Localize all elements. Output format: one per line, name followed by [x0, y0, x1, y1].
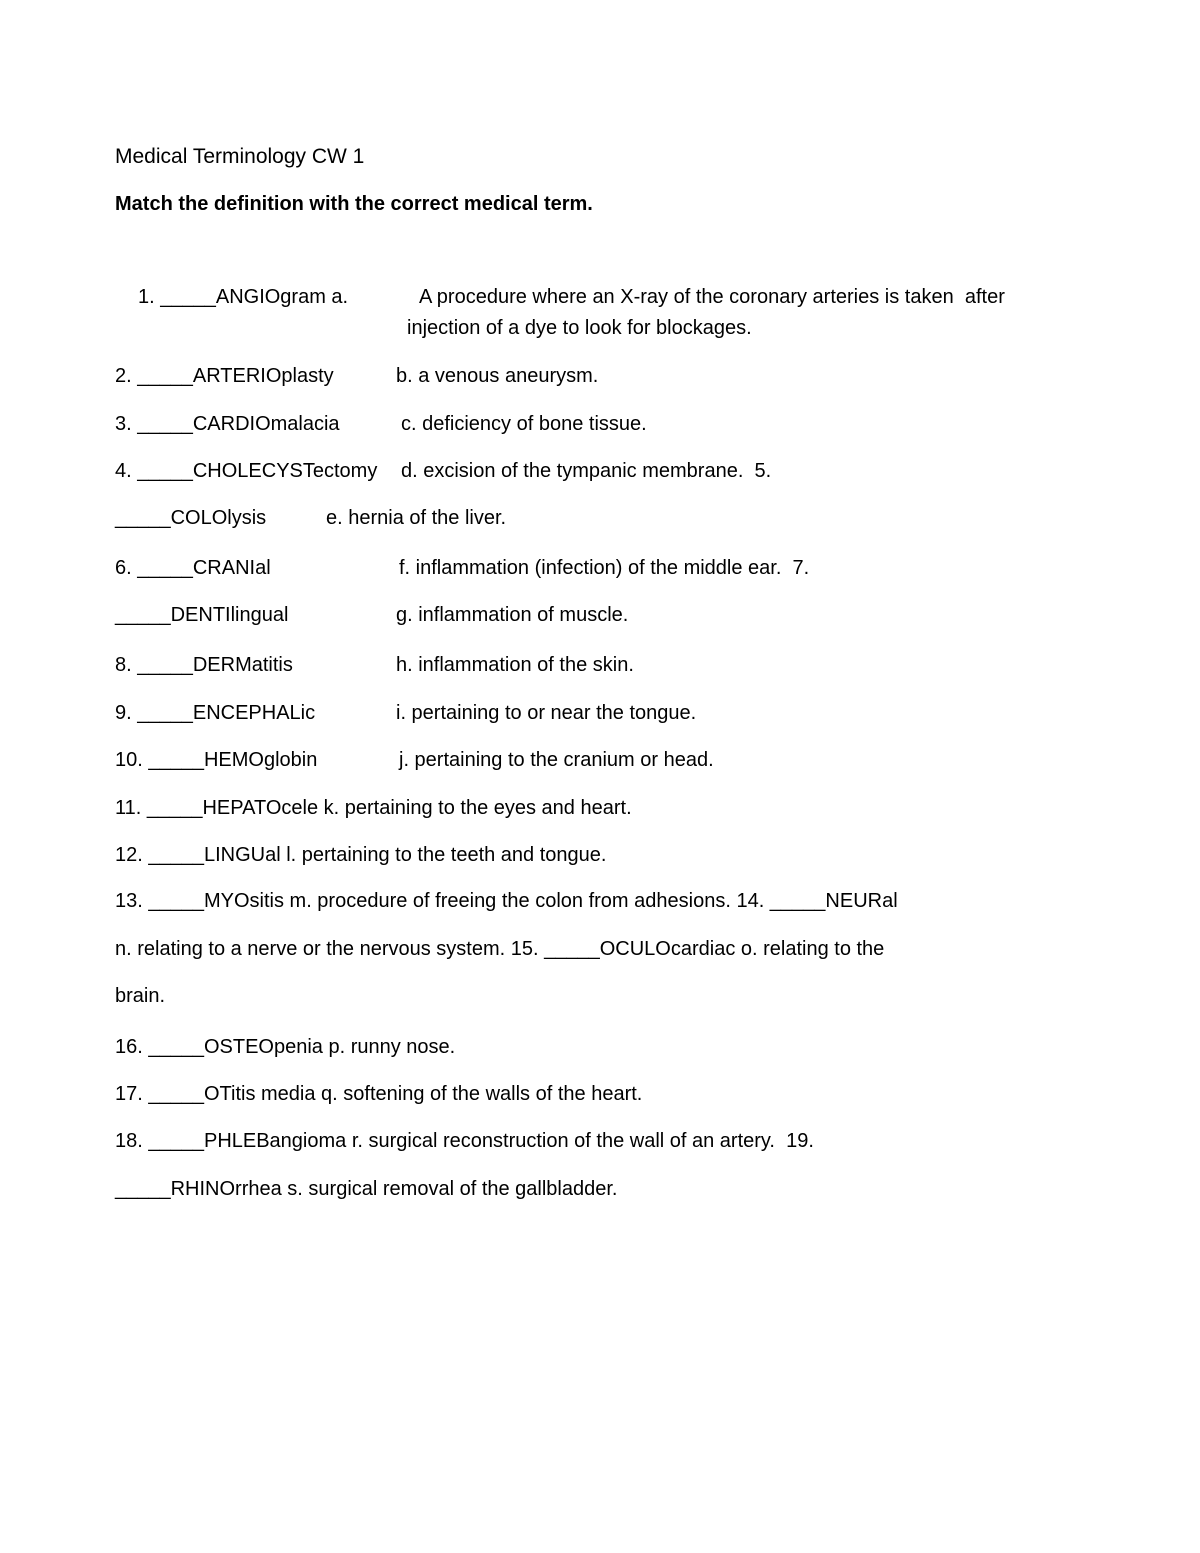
line-12: 12. _____LINGUal l. pertaining to the teeth and tongue.	[115, 844, 607, 866]
line-brain: brain.	[115, 985, 166, 1007]
line-19-rhinorrhea: _____RHINOrrhea s. surgical removal of the gallbladder.	[115, 1178, 618, 1200]
term-10: 10. _____HEMOglobin	[115, 749, 318, 771]
line-13-14: 13. _____MYOsitis m. procedure of freeing the colon from adhesions. 14. _____NEURal	[115, 890, 898, 912]
definition-e: e. hernia of the liver.	[326, 507, 507, 529]
term-9: 9. _____ENCEPHALic	[115, 702, 316, 724]
definition-h: h. inflammation of the skin.	[396, 654, 634, 676]
definition-b: b. a venous aneurysm.	[396, 365, 599, 387]
line-18-19: 18. _____PHLEBangioma r. surgical reconstruction of the wall of an artery. 19.	[115, 1130, 814, 1152]
term-3: 3. _____CARDIOmalacia	[115, 413, 340, 435]
line-16: 16. _____OSTEOpenia p. runny nose.	[115, 1036, 456, 1058]
line-17: 17. _____OTitis media q. softening of the walls of the heart.	[115, 1083, 643, 1105]
definition-a-continuation: injection of a dye to look for blockages.	[407, 317, 752, 339]
line-11: 11. _____HEPATOcele k. pertaining to the eyes and heart.	[115, 797, 632, 819]
definition-f: f. inflammation (infection) of the middle ear. 7.	[399, 557, 810, 579]
definition-d: d. excision of the tympanic membrane. 5.	[401, 460, 772, 482]
definition-c: c. deficiency of bone tissue.	[401, 413, 647, 435]
line-n-15: n. relating to a nerve or the nervous system. 15. _____OCULOcardiac o. relating to the	[115, 938, 885, 960]
definition-j: j. pertaining to the cranium or head.	[399, 749, 714, 771]
term-8: 8. _____DERMatitis	[115, 654, 293, 676]
term-4: 4. _____CHOLECYSTectomy	[115, 460, 378, 482]
term-1: 1. _____ANGIOgram a.	[138, 286, 349, 308]
instructions: Match the definition with the correct medical term.	[115, 193, 593, 215]
term-5: _____COLOlysis	[115, 507, 267, 529]
term-7: _____DENTIlingual	[115, 604, 289, 626]
page-title: Medical Terminology CW 1	[115, 145, 365, 168]
definition-g: g. inflammation of muscle.	[396, 604, 629, 626]
definition-i: i. pertaining to or near the tongue.	[396, 702, 697, 724]
definition-a: A procedure where an X-ray of the coronary arteries is taken after	[419, 286, 1005, 308]
term-6: 6. _____CRANIal	[115, 557, 271, 579]
term-2: 2. _____ARTERIOplasty	[115, 365, 334, 387]
